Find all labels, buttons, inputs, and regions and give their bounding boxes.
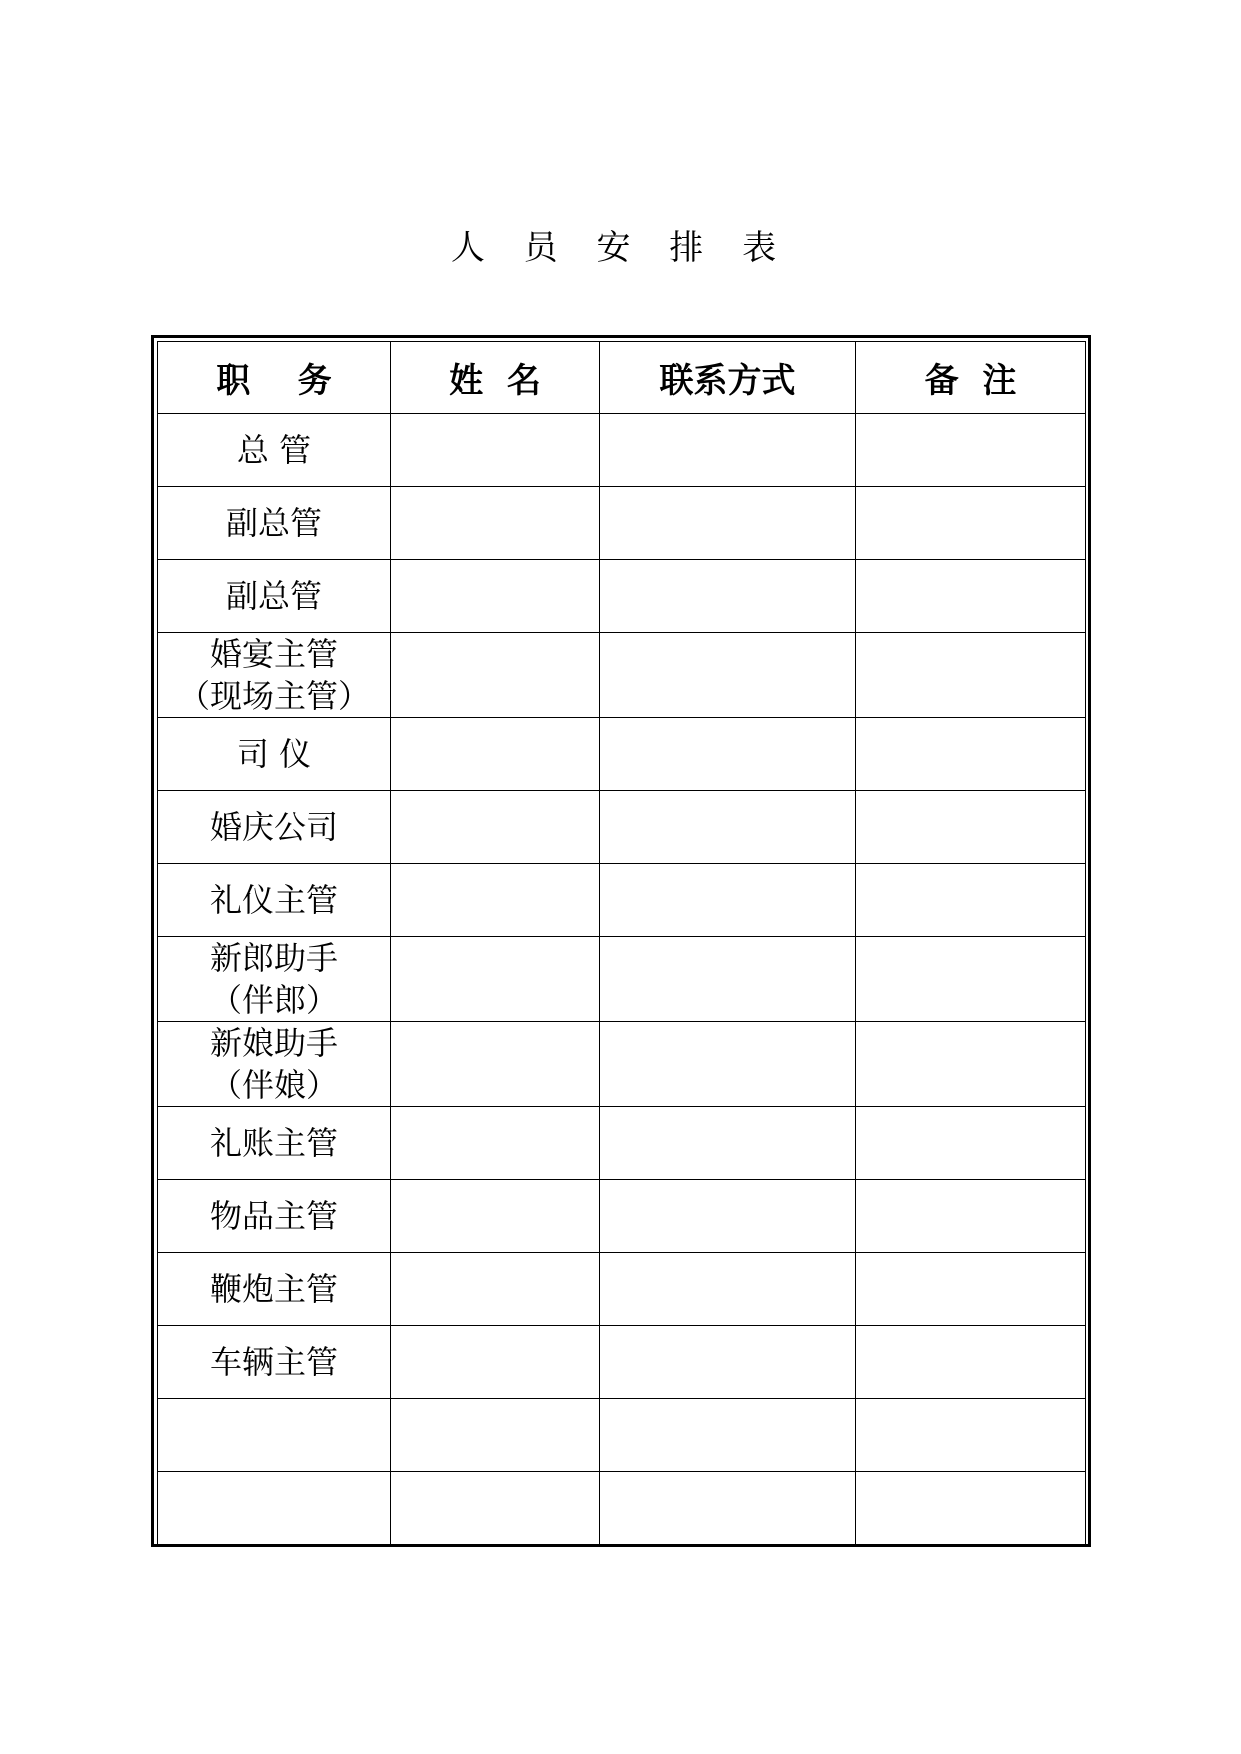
cell-role: 婚庆公司	[158, 791, 391, 864]
cell-role[interactable]	[158, 1399, 391, 1472]
cell-contact[interactable]	[600, 1253, 856, 1326]
cell-notes[interactable]	[856, 791, 1086, 864]
cell-name[interactable]	[391, 1107, 600, 1180]
cell-name[interactable]	[391, 864, 600, 937]
table-row	[158, 864, 1086, 937]
cell-notes[interactable]	[856, 1180, 1086, 1253]
table-row	[158, 560, 1086, 633]
cell-name[interactable]	[391, 718, 600, 791]
cell-name[interactable]	[391, 791, 600, 864]
cell-notes[interactable]	[856, 1107, 1086, 1180]
cell-contact[interactable]	[600, 1022, 856, 1107]
cell-name[interactable]	[391, 1253, 600, 1326]
cell-name[interactable]	[391, 1326, 600, 1399]
cell-role: 总 管	[158, 414, 391, 487]
table-row	[158, 1326, 1086, 1399]
cell-notes[interactable]	[856, 1472, 1086, 1545]
header-contact: 联系方式	[600, 342, 856, 414]
table-row	[158, 1399, 1086, 1472]
staff-arrangement-table	[157, 341, 1086, 1545]
cell-notes[interactable]	[856, 864, 1086, 937]
cell-name[interactable]	[391, 937, 600, 1022]
cell-name[interactable]	[391, 487, 600, 560]
table-row	[158, 718, 1086, 791]
cell-contact[interactable]	[600, 414, 856, 487]
cell-role: 司 仪	[158, 718, 391, 791]
cell-role[interactable]	[158, 1472, 391, 1545]
cell-contact[interactable]	[600, 1399, 856, 1472]
cell-notes[interactable]	[856, 718, 1086, 791]
cell-notes[interactable]	[856, 633, 1086, 718]
cell-notes[interactable]	[856, 1022, 1086, 1107]
cell-name[interactable]	[391, 1472, 600, 1545]
table-row	[158, 1253, 1086, 1326]
header-notes: 备 注	[856, 342, 1086, 414]
table-row	[158, 1022, 1086, 1107]
cell-notes[interactable]	[856, 487, 1086, 560]
table-row	[158, 633, 1086, 718]
cell-contact[interactable]	[600, 1472, 856, 1545]
cell-name[interactable]	[391, 414, 600, 487]
header-name: 姓 名	[391, 342, 600, 414]
cell-role: 礼仪主管	[158, 864, 391, 937]
table-row	[158, 1107, 1086, 1180]
cell-notes[interactable]	[856, 560, 1086, 633]
cell-role: 新娘助手 （伴娘）	[158, 1022, 391, 1107]
cell-contact[interactable]	[600, 1107, 856, 1180]
cell-role: 车辆主管	[158, 1326, 391, 1399]
page-title: 人 员 安 排 表	[450, 228, 791, 268]
header-role: 职 务	[158, 342, 391, 414]
cell-contact[interactable]	[600, 937, 856, 1022]
table-row	[158, 1180, 1086, 1253]
cell-role: 婚宴主管 （现场主管）	[158, 633, 391, 718]
cell-name[interactable]	[391, 1180, 600, 1253]
cell-notes[interactable]	[856, 1326, 1086, 1399]
cell-role: 物品主管	[158, 1180, 391, 1253]
cell-role: 副总管	[158, 487, 391, 560]
cell-notes[interactable]	[856, 414, 1086, 487]
table-header-row	[158, 342, 1086, 414]
cell-name[interactable]	[391, 1022, 600, 1107]
table-row	[158, 1472, 1086, 1545]
cell-contact[interactable]	[600, 487, 856, 560]
cell-contact[interactable]	[600, 560, 856, 633]
cell-contact[interactable]	[600, 1326, 856, 1399]
cell-contact[interactable]	[600, 791, 856, 864]
table-row	[158, 937, 1086, 1022]
cell-role: 鞭炮主管	[158, 1253, 391, 1326]
cell-name[interactable]	[391, 560, 600, 633]
cell-notes[interactable]	[856, 1253, 1086, 1326]
cell-notes[interactable]	[856, 937, 1086, 1022]
table-row	[158, 791, 1086, 864]
cell-contact[interactable]	[600, 1180, 856, 1253]
cell-contact[interactable]	[600, 718, 856, 791]
cell-notes[interactable]	[856, 1399, 1086, 1472]
staff-table-frame	[151, 335, 1091, 1547]
table-row	[158, 487, 1086, 560]
cell-name[interactable]	[391, 633, 600, 718]
cell-role: 新郎助手 （伴郎）	[158, 937, 391, 1022]
table-row	[158, 414, 1086, 487]
cell-role: 副总管	[158, 560, 391, 633]
cell-contact[interactable]	[600, 864, 856, 937]
cell-contact[interactable]	[600, 633, 856, 718]
cell-name[interactable]	[391, 1399, 600, 1472]
cell-role: 礼账主管	[158, 1107, 391, 1180]
